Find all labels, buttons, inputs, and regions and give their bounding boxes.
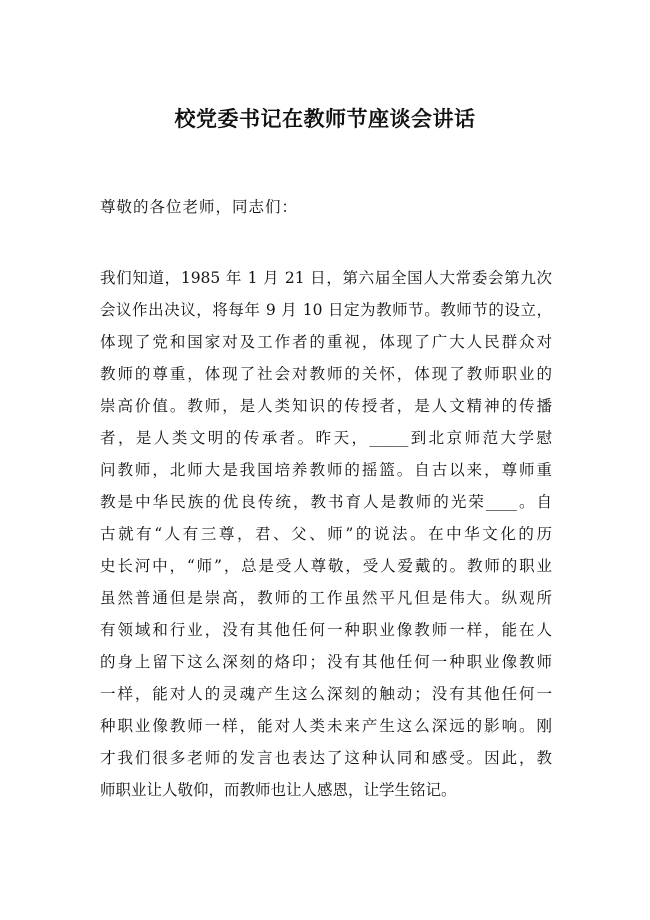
paragraph-line: 有领域和行业，没有其他任何一种职业像教师一样，能在人: [100, 621, 552, 639]
paragraph-line: 我们知道，1985 年 1 月 21 日，第六届全国人大常委会第九次: [100, 269, 552, 287]
paragraph-line: 者，是人类文明的传承者。昨天，_____到北京师范大学慰: [100, 429, 552, 447]
greeting-text: 尊敬的各位老师，同志们：: [100, 198, 299, 216]
paragraph-line: 问教师，北师大是我国培养教师的摇篮。自古以来，尊师重: [100, 461, 552, 479]
body-paragraph: [100, 262, 552, 806]
paragraph-line: 师职业让人敬仰，而教师也让人感恩，让学生铭记。: [100, 781, 457, 799]
paragraph-line: 会议作出决议，将每年 9 月 10 日定为教师节。教师节的设立，: [100, 301, 552, 319]
paragraph-line: 史长河中，“师”，总是受人尊敬，受人爱戴的。教师的职业: [100, 557, 552, 575]
paragraph-line: 古就有“人有三尊，君、父、师”的说法。在中华文化的历: [100, 525, 552, 543]
paragraph-line: 种职业像教师一样，能对人类未来产生这么深远的影响。刚: [100, 717, 552, 735]
paragraph-line: 虽然普通但是崇高，教师的工作虽然平凡但是伟大。纵观所: [100, 589, 552, 607]
paragraph-line: 教是中华民族的优良传统，教书育人是教师的光荣____。自: [100, 493, 552, 511]
paragraph-line: 一样，能对人的灵魂产生这么深刻的触动；没有其他任何一: [100, 685, 552, 703]
paragraph-line: 才我们很多老师的发言也表达了这种认同和感受。因此，教: [100, 749, 552, 767]
paragraph-line: 体现了党和国家对及工作者的重视，体现了广大人民群众对: [100, 333, 552, 351]
paragraph-line: 的身上留下这么深刻的烙印；没有其他任何一种职业像教师: [100, 653, 552, 671]
page-title: 校党委书记在教师节座谈会讲话: [174, 107, 476, 131]
paragraph-line: 崇高价值。教师，是人类知识的传授者，是人文精神的传播: [100, 397, 552, 415]
paragraph-line: 教师的尊重，体现了社会对教师的关怀，体现了教师职业的: [100, 365, 552, 383]
